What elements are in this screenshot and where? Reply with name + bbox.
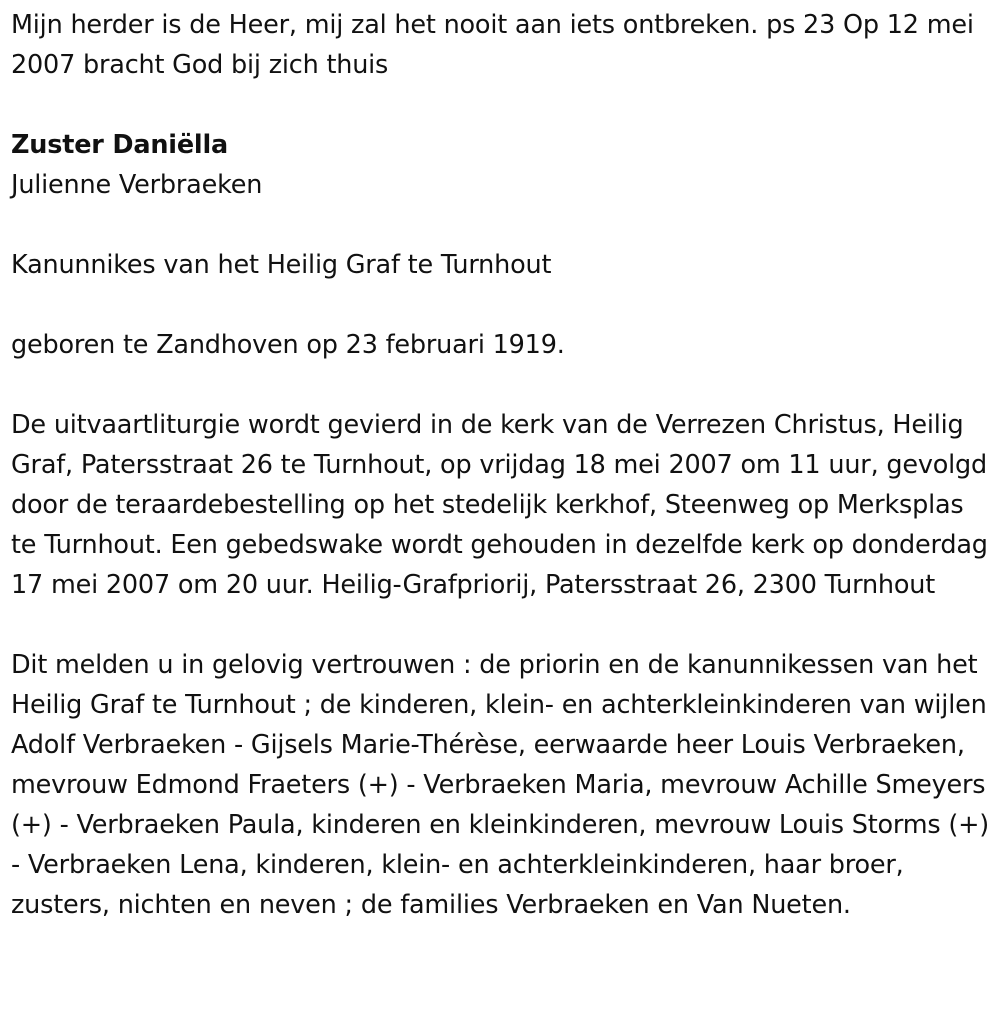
deceased-name: Zuster Daniëlla: [11, 130, 229, 160]
funeral-details: De uitvaartliturgie wordt gevierd in de kerk van de Verrezen Christus, Heilig Graf, Patersstraat 26 te Turnhout, op vrijdag 18 mei 2007 om 11 uur, gevolgd door de teraardebestelling op het stedelijk kerkhof, Steenweg op Merksplas te Turnhout. Een gebedswake wordt gehouden in dezelfde kerk op donderdag 17 mei 2007 om 20 uur. Heilig-Grafpriorij, Patersstraat 26, 2300 Turnhout: [11, 410, 988, 600]
intro-text: Mijn herder is de Heer, mij zal het nooit aan iets ontbreken. ps 23 Op 12 mei 2007 bracht God bij zich thuis: [11, 10, 974, 80]
religious-order: Kanunnikes van het Heilig Graf te Turnhout: [11, 250, 552, 280]
obituary-notice: [11, 5, 993, 925]
announcement-text: Dit melden u in gelovig vertrouwen : de priorin en de kanunnikessen van het Heilig Graf te Turnhout ; de kinderen, klein- en achterkleinkinderen van wijlen Adolf Verbraeken - Gijsels Marie-Thérèse, eerwaarde heer Louis Verbraeken, mevrouw Edmond Fraeters (+) - Verbraeken Maria, mevrouw Achille Smeyers (+) - Verbraeken Paula, kinderen en kleinkinderen, mevrouw Louis Storms (+) - Verbraeken Lena, kinderen, klein- en achterkleinkinderen, haar broer, zusters, nichten en neven ; de families Verbraeken en Van Nueten.: [11, 650, 990, 920]
birth-info: geboren te Zandhoven op 23 februari 1919.: [11, 330, 565, 360]
civil-name: Julienne Verbraeken: [11, 170, 263, 200]
